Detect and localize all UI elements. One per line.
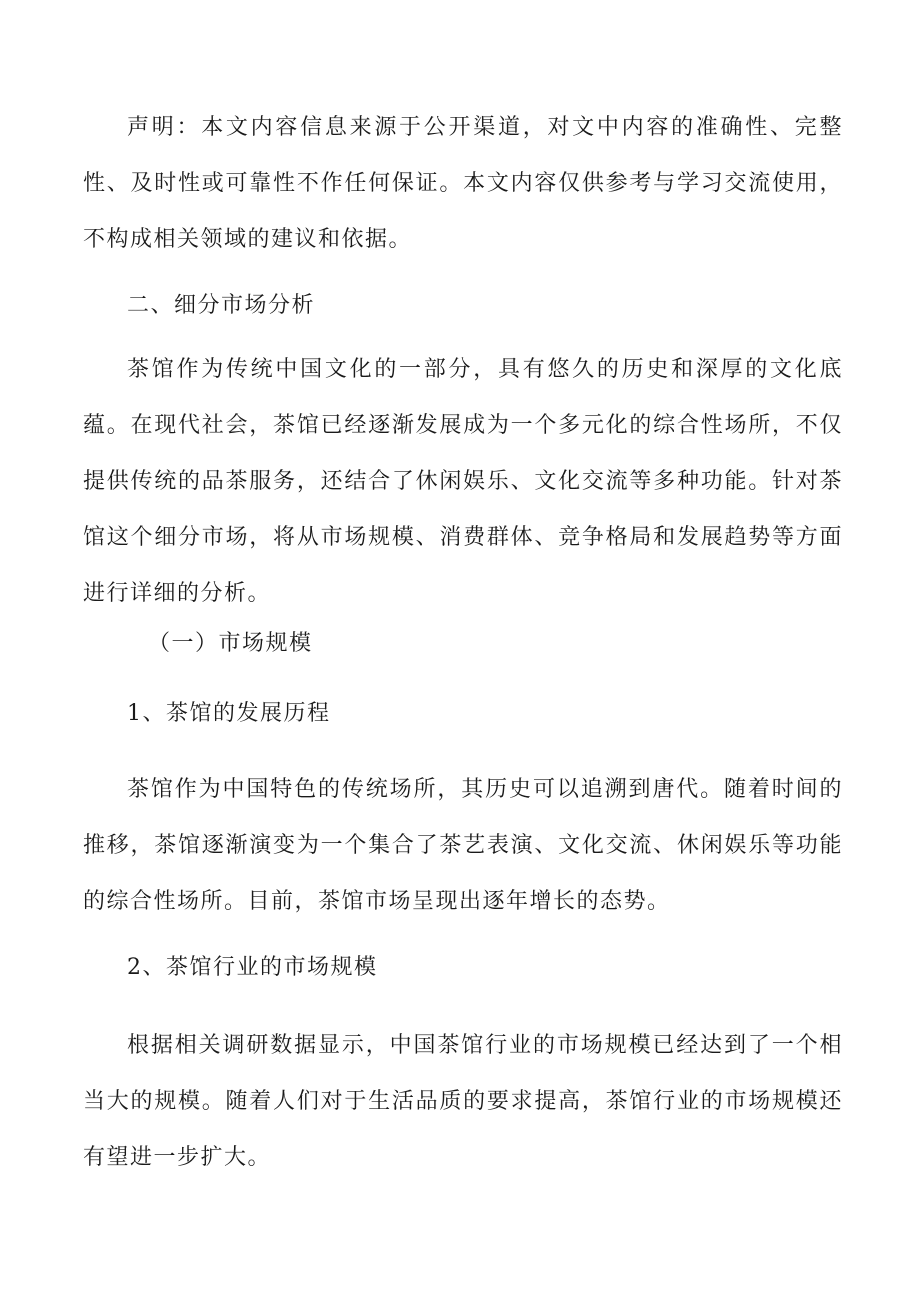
subsection-title: （一）市场规模 <box>148 631 313 656</box>
disclaimer-paragraph: 声明：本文内容信息来源于公开渠道，对文中内容的准确性、完整性、及时性或可靠性不作任何保证。本文内容仅供参考与学习交流使用，不构成相关领域的建议和依据。 <box>83 115 843 252</box>
intro-paragraph: 茶馆作为传统中国文化的一部分，具有悠久的历史和深厚的文化底蕴。在现代社会，茶馆已经逐渐发展成为一个多元化的综合性场所，不仅提供传统的品茶服务，还结合了休闲娱乐、文化交流等多种功能。针对茶馆这个细分市场，将从市场规模、消费群体、竞争格局和发展趋势等方面进行详细的分析。 <box>83 357 843 606</box>
item1-body: 茶馆作为中国特色的传统场所，其历史可以追溯到唐代。随着时间的推移，茶馆逐渐演变为一个集合了茶艺表演、文化交流、休闲娱乐等功能的综合性场所。目前，茶馆市场呈现出逐年增长的态势。 <box>83 777 843 914</box>
item2-body: 根据相关调研数据显示，中国茶馆行业的市场规模已经达到了一个相当大的规模。随着人们对于生活品质的要求提高，茶馆行业的市场规模还有望进一步扩大。 <box>83 1033 843 1170</box>
item2-title: 2、茶馆行业的市场规模 <box>127 955 378 980</box>
item1-title: 1、茶馆的发展历程 <box>127 701 331 726</box>
section-title: 二、细分市场分析 <box>127 293 316 318</box>
